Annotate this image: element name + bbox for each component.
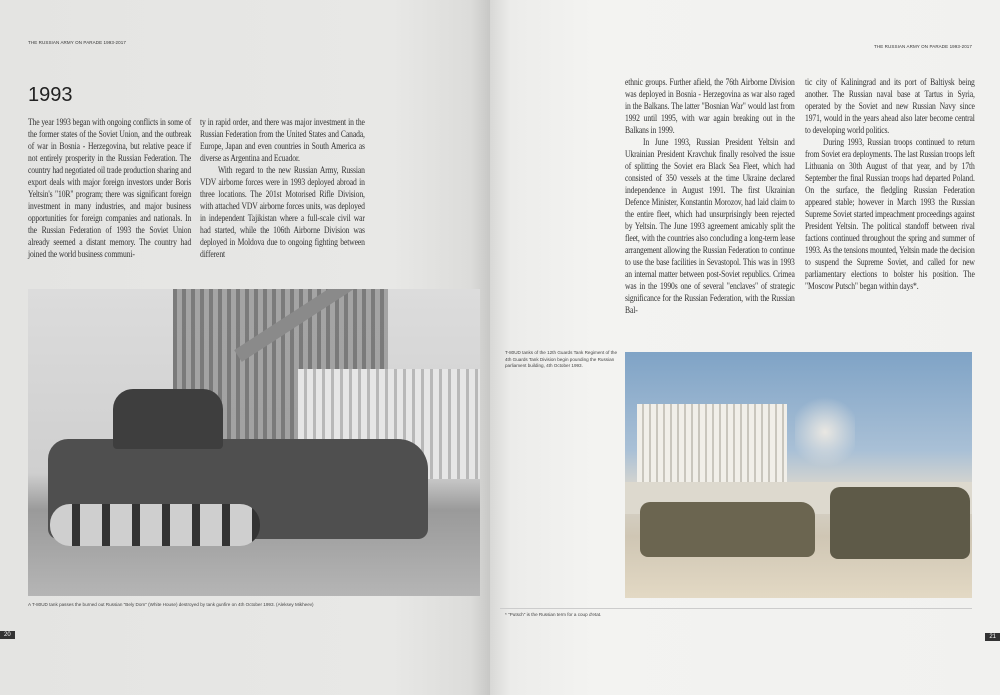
- text-column-1: [625, 77, 795, 317]
- paragraph: During 1993, Russian troops continued to return from Soviet era deployments. The last Russian troops left Lithuania on 30th August of that year, and by 17th September the final Russian troops had departed Poland. On the surface, the fledgling Russian Federation appeared stable; however in March 1993 the Russian Supreme Soviet started impeachment proceedings against President Yeltsin. The political standoff between rival factions continued throughout the spring and summer of 1993. As the tensions mounted, Yeltsin made the decision to suspend the Supreme Soviet, and called for new parliamentary elections to bolster his position. The "Moscow Putsch" began within days*.: [805, 138, 975, 292]
- photo-caption: T-80UD tanks of the 12th Guards Tank Regiment of the 4th Guards Tank Division begin pounding the Russian parliament building, 4th October 1993.: [505, 350, 618, 368]
- paragraph: ethnic groups. Further afield, the 76th Airborne Division was deployed in Bosnia - Herzegovina as war also raged in the Balkans. The latter "Bosnian War" would last from 1992 until 1995, with war again breaking out in the Balkans in 1999.: [625, 78, 795, 136]
- paragraph: In June 1993, Russian President Yeltsin and Ukrainian President Kravchuk finally resolved the issue of splitting the Soviet era Black Sea Fleet, which had consisted of 350 vessels at the time Ukraine declared independence in August 1991. The first Ukrainian Defence Minister, Konstantin Morozov, had laid claim to the entire fleet, which had unsurprisingly been rejected by Yeltsin. The June 1993 agreement amicably split the fleet, with the countries also concluding a long-term lease arrangement allowing the Russian Federation to continue to use the base facilities in Sevastopol. This was in 1993 an internal matter between post-Soviet republics. Crimea was in the 1990s one of several "enclaves" of strategic significance for the Russian Federation, with the Russian Bal-: [625, 138, 795, 316]
- page-number: 21: [985, 633, 1000, 641]
- text-column-1: [28, 117, 191, 261]
- text-column-2: [805, 77, 975, 293]
- chapter-title: 1993: [28, 84, 73, 106]
- tank-photo-bw: [28, 289, 480, 596]
- running-head: THE RUSSIAN ARMY ON PARADE 1993-2017: [28, 40, 126, 45]
- paragraph: The year 1993 began with ongoing conflicts in some of the former states of the Soviet Union, and the outbreak of war in Bosnia - Herzegovina, but relative peace if not entirely prosperity in the Russian Federation. The country had negotiated oil trade production sharing and export deals with major foreign investors under Boris Yeltsin's "10R" program; there was significant foreign investment in many industries, and major business opportunities for foreign companies and nationals. In the Russian Federation of 1993 the Soviet Union already seemed a distant memory. The country had joined the world business communi-: [28, 118, 192, 260]
- footnote-rule: [500, 608, 972, 609]
- paragraph: With regard to the new Russian Army, Russian VDV airborne forces were in 1993 deployed abroad in three locations. The 201st Motorised Rifle Division, with attached VDV airborne forces units, was deployed in independent Tajikistan where a full-scale civil war had started, while the 106th Airborne Division was deployed in Moldova due to ongoing fighting between different: [200, 166, 365, 260]
- paragraph: tic city of Kaliningrad and its port of Baltiysk being another. The Russian naval base at Tartus in Syria, operated by the Soviet and new Russian Navy since 1971, would in the years ahead also later become central to developing world politics.: [805, 78, 975, 136]
- footnote: * "Putsch" is the Russian term for a coup d'etat.: [505, 612, 602, 617]
- running-head: THE RUSSIAN ARMY ON PARADE 1993-2017: [874, 44, 972, 49]
- text-column-2: [200, 117, 365, 261]
- left-page: [0, 0, 490, 695]
- photo-caption: A T-80UD tank passes the burned out Russian "Bely Dom" (White House) destroyed by tank gunfire on 4th October 1993. (Aleksey Mikheev): [28, 602, 314, 607]
- right-page: [490, 0, 1000, 695]
- tank-photo-color: [625, 352, 972, 598]
- paragraph: ty in rapid order, and there was major investment in the Russian Federation from the United States and Canada, Europe, Japan and even countries in South America as diverse as Argentina and Ecuador.: [200, 118, 365, 164]
- page-number: 20: [0, 631, 15, 639]
